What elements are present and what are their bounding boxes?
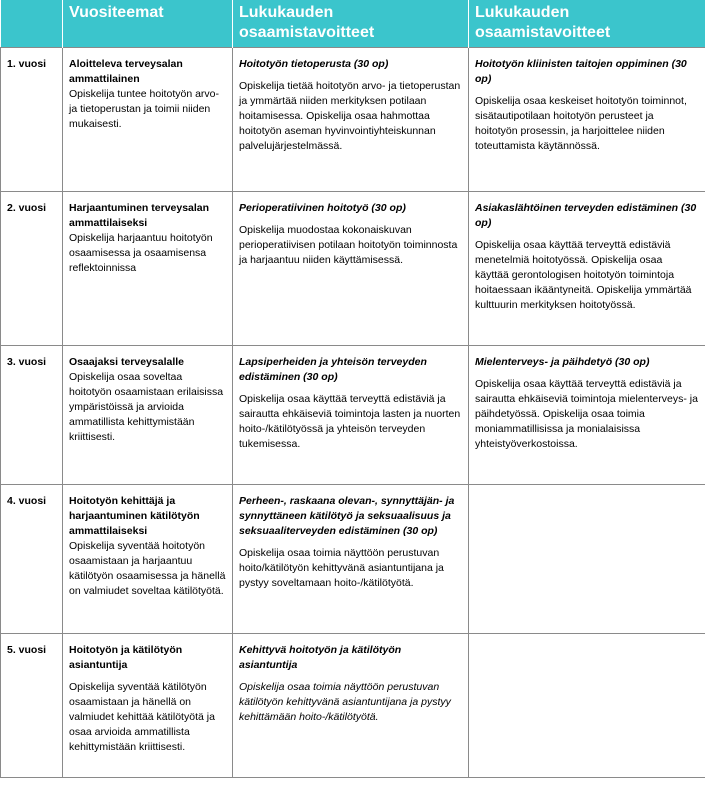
theme-text: Opiskelija osaa soveltaa hoitotyön osaamistaan erilaisissa ympäristöissä ja arvioida ammatillista kehittymistään kriittisesti. xyxy=(69,371,224,443)
course-title: Kehittyvä hoitotyön ja kätilötyön asiantuntija xyxy=(239,644,402,671)
course-title: Hoitotyön kliinisten taitojen oppiminen (30 op) xyxy=(475,58,687,85)
theme-cell xyxy=(63,485,233,634)
course-text: Opiskelija osaa toimia näyttöön perustuvan hoito/kätilötyön kehittyvänä asiantuntijana ja pystyy soveltamaan hoito-/kätilötyötä. xyxy=(239,547,444,589)
theme-cell xyxy=(63,48,233,192)
year-label: 3. vuosi xyxy=(1,346,63,485)
course-title: Hoitotyön tietoperusta (30 op) xyxy=(239,58,389,70)
goal-cell-1 xyxy=(233,485,469,634)
header-blank-cell xyxy=(1,0,63,48)
theme-title: Hoitotyön kehittäjä ja harjaantuminen kätilötyön ammattilaiseksi xyxy=(69,495,200,537)
theme-title: Aloitteleva terveysalan ammattilainen xyxy=(69,58,183,85)
course-text: Opiskelija osaa käyttää terveyttä edistäviä ja sairautta ehkäiseviä toimintoja mielenterveys- ja päihdetyössä. Opiskelija osaa toimia moniammatillisissa ja monialaisissa yhteistyöverkostoissa. xyxy=(475,378,698,450)
goal-cell-2 xyxy=(469,48,705,192)
course-text: Opiskelija osaa keskeiset hoitotyön toiminnot, sisätautipotilaan hoitotyön perusteet ja hoitotyön prosessin, ja harjoittelee niiden toteuttamista käytännössä. xyxy=(475,95,687,152)
table-row xyxy=(1,346,705,485)
course-text: Opiskelija osaa käyttää terveyttä edistäviä menetelmiä hoitotyössä. Opiskelija osaa käyttää gerontologisen hoitotyön toimintoja hoitaessaan ikääntyneitä. Opiskelija ymmärtää kulttuurin merkityksen hoitotyössä. xyxy=(475,239,692,311)
theme-text: Opiskelija syventää hoitotyön osaamistaan ja harjaantuu kätilötyön osaamisessa ja hänellä on valmiudet soveltaa kätilötyötä. xyxy=(69,540,226,597)
table-header xyxy=(1,0,705,48)
goal-cell-2-empty xyxy=(469,634,705,778)
year-label: 1. vuosi xyxy=(1,48,63,192)
goal-cell-1 xyxy=(233,634,469,778)
course-text: Opiskelija muodostaa kokonaiskuvan perioperatiivisen potilaan hoitotyön toiminnosta ja harjaantuu niiden käyttämisessä. xyxy=(239,224,458,266)
course-title: Perheen-, raskaana olevan-, synnyttäjän- ja synnyttäneen kätilötyö ja seksuaalisuus ja seksuaaliterveyden edistäminen (30 op) xyxy=(239,495,455,537)
course-title: Lapsiperheiden ja yhteisön terveyden edistäminen (30 op) xyxy=(239,356,427,383)
course-text: Opiskelija tietää hoitotyön arvo- ja tietoperustan ja ymmärtää niiden merkityksen potilaan hoitamisessa. Opiskelija osaa hahmottaa hoitotyön aseman hyvinvointiyhteiskunnan palvelujärjestelmässä. xyxy=(239,80,461,152)
course-title: Asiakaslähtöinen terveyden edistäminen (30 op) xyxy=(475,202,697,229)
goal-cell-2-empty xyxy=(469,485,705,634)
header-semester-goals-1: Lukukauden osaamistavoitteet xyxy=(233,0,469,48)
goal-cell-2 xyxy=(469,192,705,346)
goal-cell-1 xyxy=(233,192,469,346)
year-label: 4. vuosi xyxy=(1,485,63,634)
year-label: 2. vuosi xyxy=(1,192,63,346)
goal-cell-1 xyxy=(233,346,469,485)
goal-cell-1 xyxy=(233,48,469,192)
course-text: Opiskelija osaa toimia näyttöön perustuvan kätilötyön kehittyvänä asiantuntijana ja pystyy kehittämään hoito-/kätilötyötä. xyxy=(239,681,451,723)
theme-title: Harjaantuminen terveysalan ammattilaiseksi xyxy=(69,202,210,229)
theme-text: Opiskelija harjaantuu hoitotyön osaamisessa ja osaamisensa reflektoinnissa xyxy=(69,232,213,274)
course-title: Perioperatiivinen hoitotyö (30 op) xyxy=(239,202,406,214)
course-text: Opiskelija osaa käyttää terveyttä edistäviä ja sairautta ehkäiseviä toimintoja lasten ja nuorten hoito-/kätilötyössä ja yhteisön terveyden tukemisessa. xyxy=(239,393,461,450)
theme-cell xyxy=(63,634,233,778)
table-row xyxy=(1,192,705,346)
table-row xyxy=(1,634,705,778)
theme-text: Opiskelija tuntee hoitotyön arvo- ja tietoperustan ja toimii niiden mukaisesti. xyxy=(69,88,219,130)
theme-title: Hoitotyön ja kätilötyön asiantuntija xyxy=(69,644,183,671)
table-row xyxy=(1,48,705,192)
theme-cell xyxy=(63,346,233,485)
header-semester-goals-2: Lukukauden osaamistavoitteet xyxy=(469,0,705,48)
header-year-themes: Vuositeemat xyxy=(63,0,233,48)
theme-cell xyxy=(63,192,233,346)
year-label: 5. vuosi xyxy=(1,634,63,778)
theme-text: Opiskelija syventää kätilötyön osaamistaan ja hänellä on valmiudet kehittää kätilötyötä ja osaa arvioida ammatillista kehittymistään kriittisesti. xyxy=(69,681,215,753)
course-title: Mielenterveys- ja päihdetyö (30 op) xyxy=(475,356,650,368)
table-row xyxy=(1,485,705,634)
goal-cell-2 xyxy=(469,346,705,485)
theme-title: Osaajaksi terveysalalle xyxy=(69,356,185,368)
